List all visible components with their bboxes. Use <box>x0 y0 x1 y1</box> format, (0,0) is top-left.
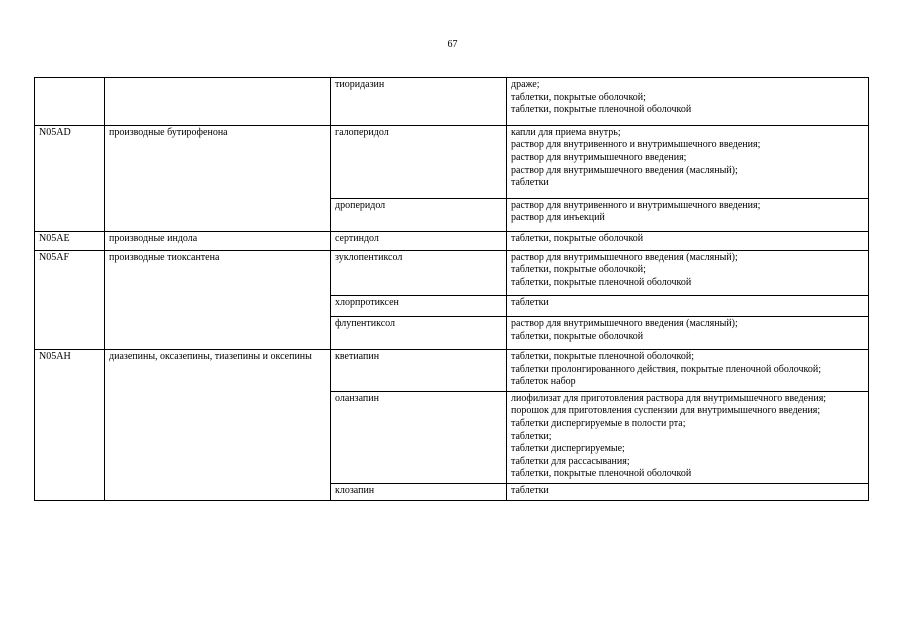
dosage-form: раствор для внутримышечного введения; <box>511 151 687 163</box>
atc-code-cell <box>35 391 105 483</box>
table-row <box>35 391 869 483</box>
dosage-form: таблетки, покрытые оболочкой; <box>511 91 646 103</box>
dosage-forms-cell <box>507 125 869 198</box>
atc-code-cell <box>35 484 105 501</box>
dosage-form: таблетки <box>511 177 549 189</box>
group-name-cell: производные тиоксантена <box>105 250 331 296</box>
group-name-cell: производные индола <box>105 231 331 250</box>
dosage-form: порошок для приготовления суспензии для внутримышечного введения; <box>511 405 821 417</box>
dosage-form: таблетки для рассасывания; <box>511 455 630 467</box>
table-row <box>35 296 869 317</box>
dosage-form: драже; <box>511 79 540 90</box>
dosage-form: таблетки диспергируемые в полости рта; <box>511 418 686 430</box>
dosage-form: таблетки, покрытые пленочной оболочкой <box>511 468 692 480</box>
dosage-forms-cell <box>507 78 869 126</box>
table-row <box>35 198 869 231</box>
dosage-forms-cell <box>507 198 869 231</box>
group-name-cell <box>105 78 331 126</box>
group-name-cell <box>105 391 331 483</box>
table-row <box>35 484 869 501</box>
dosage-form: таблеток набор <box>511 376 576 388</box>
table-row <box>35 125 869 198</box>
dosage-forms-cell <box>507 250 869 296</box>
dosage-form: капли для приема внутрь; <box>511 126 621 138</box>
table-row <box>35 316 869 349</box>
atc-code-cell: N05AE <box>35 231 105 250</box>
drug-name-cell: тиоридазин <box>331 78 507 126</box>
dosage-forms-cell <box>507 350 869 392</box>
group-name-cell <box>105 484 331 501</box>
dosage-forms-cell <box>507 231 869 250</box>
group-name-cell: производные бутирофенона <box>105 125 331 198</box>
dosage-form: таблетки, покрытые пленочной оболочкой <box>511 276 692 288</box>
group-name-cell <box>105 296 331 317</box>
page-number: 67 <box>447 39 458 50</box>
dosage-form: таблетки <box>511 297 549 309</box>
drug-name-cell: галоперидол <box>331 125 507 198</box>
group-name-cell: диазепины, оксазепины, тиазепины и оксепины <box>105 350 331 392</box>
dosage-form: раствор для внутримышечного введения (масляный); <box>511 164 738 176</box>
dosage-form: раствор для внутримышечного введения (масляный); <box>511 251 738 263</box>
dosage-form: таблетки, покрытые пленочной оболочкой; <box>511 351 695 363</box>
table-row <box>35 250 869 296</box>
dosage-form: раствор для внутривенного и внутримышечного введения; <box>511 139 761 151</box>
dosage-forms-cell <box>507 484 869 501</box>
table-row <box>35 231 869 250</box>
drug-name-cell: клозапин <box>331 484 507 501</box>
dosage-form: раствор для внутривенного и внутримышечного введения; <box>511 199 761 211</box>
atc-code-cell <box>35 78 105 126</box>
atc-code-cell: N05AF <box>35 250 105 296</box>
dosage-form: раствор для инъекций <box>511 212 605 224</box>
dosage-form: таблетки; <box>511 430 552 442</box>
drug-name-cell: хлорпротиксен <box>331 296 507 317</box>
dosage-form: таблетки пролонгированного действия, покрытые пленочной оболочкой; <box>511 363 821 375</box>
drug-name-cell: сертиндол <box>331 231 507 250</box>
dosage-form: таблетки <box>511 485 549 497</box>
group-name-cell <box>105 316 331 349</box>
group-name-cell <box>105 198 331 231</box>
atc-code-cell <box>35 296 105 317</box>
dosage-form: таблетки диспергируемые; <box>511 443 625 455</box>
dosage-forms-cell <box>507 316 869 349</box>
drug-table <box>34 77 869 501</box>
dosage-form: таблетки, покрытые пленочной оболочкой <box>511 104 692 116</box>
atc-code-cell: N05AH <box>35 350 105 392</box>
drug-name-cell: кветиапин <box>331 350 507 392</box>
dosage-form: таблетки, покрытые оболочкой <box>511 232 644 244</box>
drug-name-cell: дроперидол <box>331 198 507 231</box>
dosage-form: раствор для внутримышечного введения (масляный); <box>511 317 738 329</box>
table-row <box>35 350 869 392</box>
drug-name-cell: оланзапин <box>331 391 507 483</box>
atc-code-cell <box>35 198 105 231</box>
atc-code-cell <box>35 316 105 349</box>
atc-code-cell: N05AD <box>35 125 105 198</box>
dosage-forms-cell <box>507 296 869 317</box>
drug-name-cell: зуклопентиксол <box>331 250 507 296</box>
drug-name-cell: флупентиксол <box>331 316 507 349</box>
dosage-form: лиофилизат для приготовления раствора для внутримышечного введения; <box>511 392 827 404</box>
dosage-form: таблетки, покрытые оболочкой; <box>511 264 646 276</box>
dosage-forms-cell <box>507 391 869 483</box>
table-row <box>35 78 869 126</box>
dosage-form: таблетки, покрытые оболочкой <box>511 330 644 342</box>
